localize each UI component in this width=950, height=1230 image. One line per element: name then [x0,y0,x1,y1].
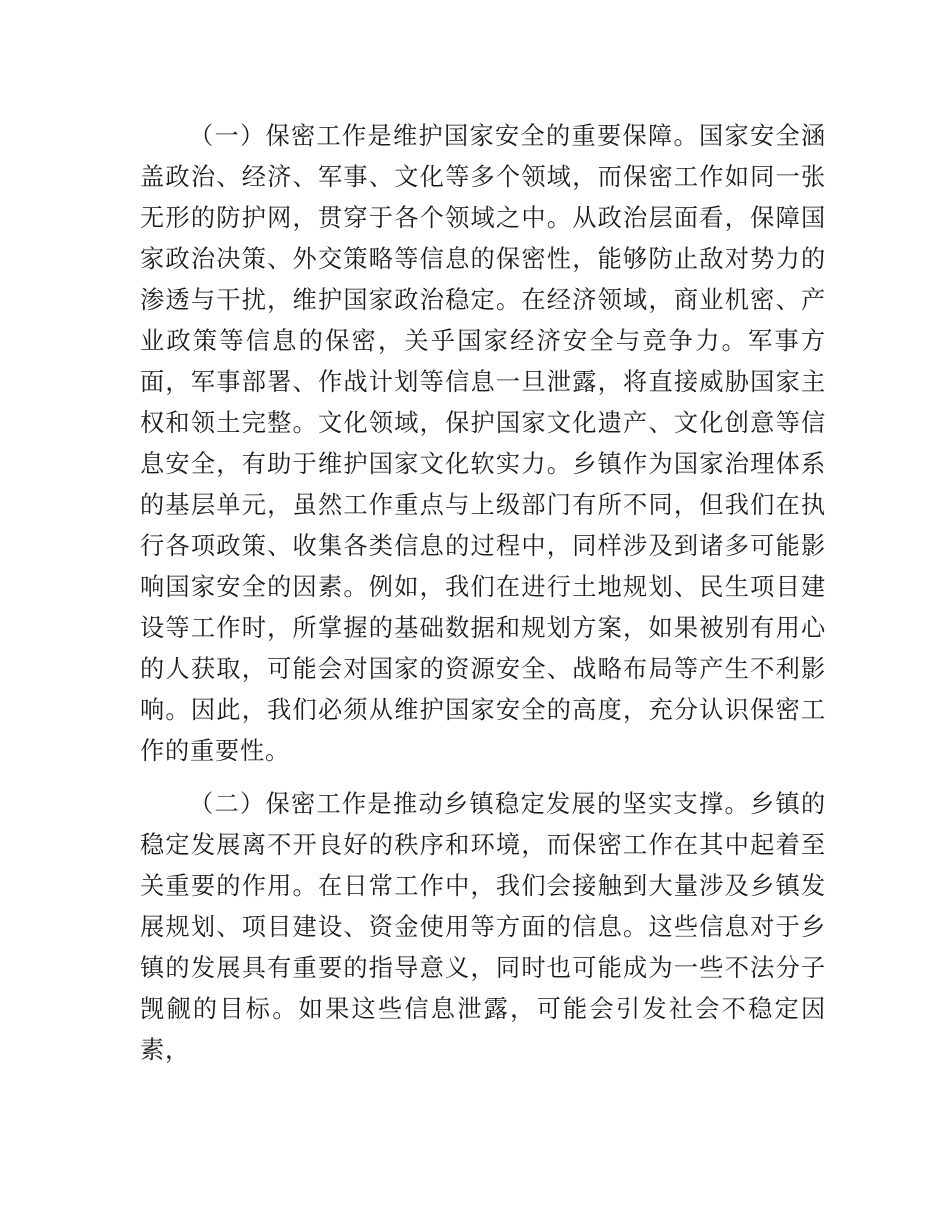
paragraph-national-security: （一）保密工作是维护国家安全的重要保障。国家安全涵盖政治、经济、军事、文化等多个领域，而保密工作如同一张无形的防护网，贯穿于各个领域之中。从政治层面看，保障国家政治决策、外交策略等信息的保密性，能够防止敌对势力的渗透与干扰，维护国家政治稳定。在经济领域，商业机密、产业政策等信息的保密，关乎国家经济安全与竞争力。军事方面，军事部署、作战计划等信息一旦泄露，将直接威胁国家主权和领土完整。文化领域，保护国家文化遗产、文化创意等信息安全，有助于维护国家文化软实力。乡镇作为国家治理体系的基层单元，虽然工作重点与上级部门有所不同，但我们在执行各项政策、收集各类信息的过程中，同样涉及到诸多可能影响国家安全的因素。例如，我们在进行土地规划、民生项目建设等工作时，所掌握的基础数据和规划方案，如果被别有用心的人获取，可能会对国家的资源安全、战略布局等产生不利影响。因此，我们必须从维护国家安全的高度，充分认识保密工作的重要性。 [140,122,826,765]
paragraph-township-development: （二）保密工作是推动乡镇稳定发展的坚实支撑。乡镇的稳定发展离不开良好的秩序和环境，而保密工作在其中起着至关重要的作用。在日常工作中，我们会接触到大量涉及乡镇发展规划、项目建设、资金使用等方面的信息。这些信息对于乡镇的发展具有重要的指导意义，同时也可能成为一些不法分子觊觎的目标。如果这些信息泄露，可能会引发社会不稳定因素， [140,790,826,1064]
document-body [140,116,826,1071]
